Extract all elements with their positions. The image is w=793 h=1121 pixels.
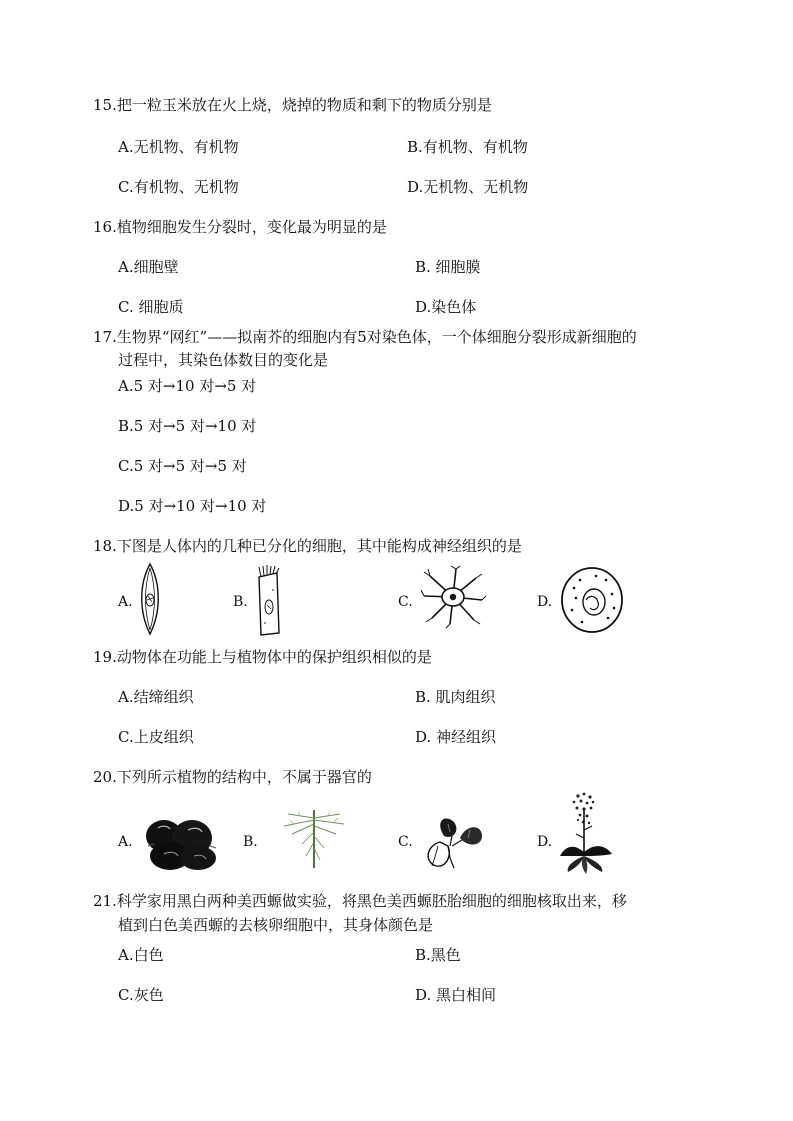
question-15-stem: 15.把一粒玉米放在火上烧，烧掉的物质和剩下的物质分别是: [93, 96, 492, 114]
q17-option-c[interactable]: C.5 对→5 对→5 对: [118, 457, 247, 475]
q20-option-c[interactable]: C.: [398, 834, 413, 850]
q18-option-c[interactable]: C.: [398, 594, 413, 610]
q21-option-c[interactable]: C.灰色: [118, 986, 164, 1004]
question-16-stem: 16.植物细胞发生分裂时，变化最为明显的是: [93, 218, 387, 236]
q20-option-d[interactable]: D.: [537, 834, 553, 850]
whole-plant-icon: [556, 790, 616, 874]
q19-option-b[interactable]: B. 肌肉组织: [415, 688, 496, 706]
q17-option-a[interactable]: A.5 对→10 对→5 对: [118, 377, 257, 395]
q19-option-a[interactable]: A.结缔组织: [118, 688, 194, 706]
q18-option-a[interactable]: A.: [118, 594, 133, 610]
q16-option-d[interactable]: D.染色体: [415, 298, 477, 316]
question-20-stem: 20.下列所示植物的结构中，不属于器官的: [93, 768, 372, 786]
q21-option-a[interactable]: A.白色: [118, 946, 164, 964]
q20-option-b[interactable]: B.: [243, 834, 258, 850]
q19-option-c[interactable]: C.上皮组织: [118, 728, 194, 746]
blood-cell-icon: [560, 566, 624, 634]
q15-option-a[interactable]: A.无机物、有机物: [118, 138, 239, 156]
q21-option-d[interactable]: D. 黑白相间: [415, 986, 497, 1004]
neuron-icon: [420, 566, 486, 628]
q16-option-c[interactable]: C. 细胞质: [118, 298, 184, 316]
q19-option-d[interactable]: D. 神经组织: [415, 728, 497, 746]
muscle-cell-icon: [135, 562, 165, 636]
question-17-stem-line1: 17.生物界“网红”——拟南芥的细胞内有5对染色体，一个体细胞分裂形成新细胞的: [93, 328, 637, 346]
leaves-icon: [420, 812, 492, 870]
question-19-stem: 19.动物体在功能上与植物体中的保护组织相似的是: [93, 648, 432, 666]
q17-option-b[interactable]: B.5 对→5 对→10 对: [118, 417, 257, 435]
q15-option-d[interactable]: D.无机物、无机物: [407, 178, 529, 196]
q18-option-b[interactable]: B.: [233, 594, 248, 610]
seeds-icon: [140, 816, 222, 872]
epithelial-cell-icon: [253, 565, 283, 637]
root-icon: [280, 810, 348, 868]
question-21-stem-line1: 21.科学家用黑白两种美西螈做实验，将黑色美西螈胚胎细胞的细胞核取出来，移: [93, 892, 627, 910]
q17-option-d[interactable]: D.5 对→10 对→10 对: [118, 497, 267, 515]
q15-option-c[interactable]: C.有机物、无机物: [118, 178, 239, 196]
q20-option-a[interactable]: A.: [118, 834, 133, 850]
question-21-stem-line2: 植到白色美西螈的去核卵细胞中，其身体颜色是: [118, 916, 434, 934]
q16-option-a[interactable]: A.细胞壁: [118, 258, 179, 276]
question-18-stem: 18.下图是人体内的几种已分化的细胞，其中能构成神经组织的是: [93, 537, 522, 555]
q18-option-d[interactable]: D.: [537, 594, 553, 610]
q15-option-b[interactable]: B.有机物、有机物: [407, 138, 528, 156]
q21-option-b[interactable]: B.黑色: [415, 946, 461, 964]
q16-option-b[interactable]: B. 细胞膜: [415, 258, 481, 276]
question-17-stem-line2: 过程中，其染色体数目的变化是: [118, 351, 329, 369]
